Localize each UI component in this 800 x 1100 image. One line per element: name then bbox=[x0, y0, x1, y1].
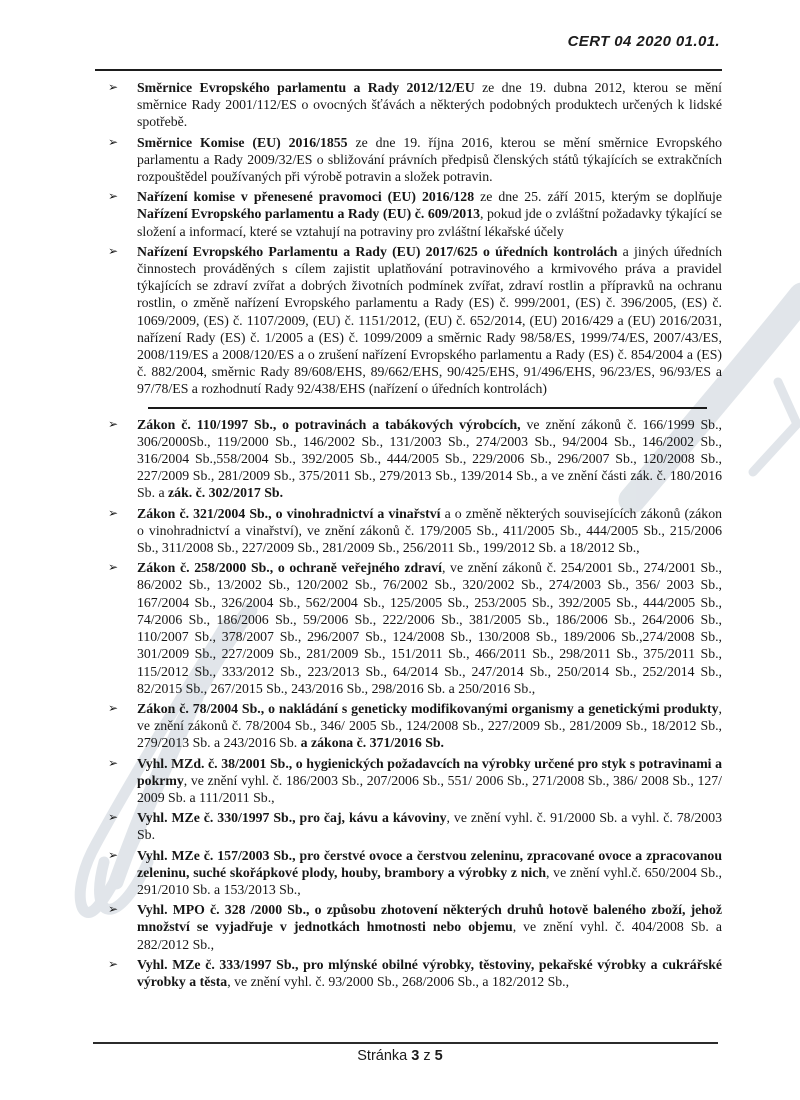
list-item-text: Zákon č. 321/2004 Sb., o vinohradnictví a vinařství a o změně některých souvisejících zákonů (zákon o vinohradnictví a vinařství), ve znění zákonů č. 179/2005 Sb., 411/2005 Sb., 444/2005 Sb., 215/2006 Sb., 311/2008 Sb., 227/2009 Sb., 281/2009 Sb., 256/2011 Sb., 199/2012 Sb. a 18/2012 Sb., bbox=[137, 505, 722, 556]
list-item bbox=[95, 243, 722, 398]
arrow-bullet-icon: ➢ bbox=[108, 416, 119, 431]
arrow-bullet-icon: ➢ bbox=[108, 956, 119, 971]
list-item-text: Zákon č. 78/2004 Sb., o nakládání s geneticky modifikovanými organismy a genetickými produkty, ve znění zákonů č. 78/2004 Sb., 346/ 2005 Sb., 124/2008 Sb., 227/2009 Sb., 281/2009 Sb., 18/2012 Sb., 279/2013 Sb. a 243/2016 Sb. a zákona č. 371/2016 Sb. bbox=[137, 700, 722, 751]
list-item bbox=[95, 847, 722, 899]
czech-laws-list bbox=[95, 416, 722, 991]
list-item bbox=[95, 79, 722, 131]
list-item-text: Vyhl. MZe č. 330/1997 Sb., pro čaj, kávu a kávoviny, ve znění vyhl. č. 91/2000 Sb. a vyhl. č. 78/2003 Sb. bbox=[137, 810, 722, 843]
arrow-bullet-icon: ➢ bbox=[108, 755, 119, 770]
list-item-text: Směrnice Evropského parlamentu a Rady 2012/12/EU ze dne 19. dubna 2012, kterou se mění směrnice Rady 2001/112/ES o ovocných šťávách a některých podobných produktech určených k lidské spotřebě. bbox=[137, 80, 722, 130]
eu-directives-list bbox=[95, 79, 722, 398]
arrow-bullet-icon: ➢ bbox=[108, 902, 119, 917]
arrow-bullet-icon: ➢ bbox=[108, 847, 119, 862]
list-item bbox=[95, 901, 722, 953]
list-item bbox=[95, 809, 722, 843]
footer-rule bbox=[93, 1042, 718, 1044]
arrow-bullet-icon: ➢ bbox=[108, 80, 119, 94]
list-item bbox=[95, 700, 722, 752]
list-item bbox=[95, 559, 722, 697]
arrow-bullet-icon: ➢ bbox=[108, 810, 119, 825]
page-number: Stránka 3 z 5 bbox=[357, 1048, 443, 1064]
lists-container bbox=[95, 79, 722, 993]
list-item-text: Vyhl. MZd. č. 38/2001 Sb., o hygienických požadavcích na výrobky určené pro styk s potravinami a pokrmy, ve znění vyhl. č. 186/2003 Sb., 207/2006 Sb., 551/ 2006 Sb., 271/2008 Sb., 386/ 2008 Sb., 127/ 2009 Sb. a 111/2011 Sb., bbox=[137, 755, 722, 805]
list-item-text: Nařízení Evropského Parlamentu a Rady (EU) 2017/625 o úředních kontrolách a jiných úředních činnostech prováděných s cílem zajistit uplatňování potravinového a krmivového práva a pravidel týkajících se zdraví zvířat a dobrých životních podmínek zvířat, zdraví rostlin a přípravků na ochranu rostlin, o změně nařízení Evropského parlamentu a Rady (ES) č. 999/2001, (ES) č. 396/2005, (ES) č. 1069/2009, (ES) č. 1107/2009, (EU) č. 1151/2012, (EU) č. 652/2014, (EU) 2016/429 a (EU) 2016/2031, nařízení Rady (ES) č. 1/2005 a (ES) č. 1099/2009 a směrnic Rady 98/58/ES, 1999/74/ES, 2007/43/ES, 2008/119/ES a 2008/120/ES a o zrušení nařízení Evropského parlamentu a Rady (ES) č. 854/2004 a (ES) č. 882/2004, směrnic Rady 89/608/EHS, 89/662/EHS, 90/425/EHS, 91/496/EHS, 96/23/ES, 96/93/ES a 97/78/ES a rozhodnutí Rady 92/438/EHS (nařízení o úředních kontrolách) bbox=[137, 243, 722, 397]
arrow-bullet-icon: ➢ bbox=[108, 243, 119, 258]
list-item-text: Směrnice Komise (EU) 2016/1855 ze dne 19. října 2016, kterou se mění směrnice Evropského parlamentu a Rady 2009/32/ES o sbližování právních předpisů členských států týkajících se extrakčních rozpouštědel používaných při výrobě potravin a složek potravin. bbox=[137, 134, 723, 185]
arrow-bullet-icon: ➢ bbox=[108, 560, 119, 575]
list-item-text: Vyhl. MPO č. 328 /2000 Sb., o způsobu zhotovení některých druhů hotově baleného zboží, jehož množství se vyjadřuje v jednotkách hmotnosti nebo objemu, ve znění vyhl. č. 404/2008 Sb. a 282/2012 Sb., bbox=[137, 902, 722, 952]
list-item bbox=[95, 134, 722, 186]
list-item-text: Vyhl. MZe č. 157/2003 Sb., pro čerstvé ovoce a čerstvou zeleninu, zpracované ovoce a zpracovanou zeleninu, suché skořápkové plody, houby, brambory a výrobky z nich, ve znění vyhl.č. 650/2004 Sb., 291/2010 Sb. a 153/2013 Sb., bbox=[137, 847, 722, 897]
list-item bbox=[95, 416, 722, 502]
section-divider bbox=[148, 407, 707, 409]
arrow-bullet-icon: ➢ bbox=[108, 700, 119, 715]
arrow-bullet-icon: ➢ bbox=[108, 505, 119, 520]
list-item bbox=[95, 755, 722, 807]
list-item-text: Zákon č. 258/2000 Sb., o ochraně veřejného zdraví, ve znění zákonů č. 254/2001 Sb., 274/2001 Sb., 86/2002 Sb., 13/2002 Sb., 120/2002 Sb., 76/2002 Sb., 320/2002 Sb., 274/2003 Sb., 356/ 2003 Sb., 167/2004 Sb., 326/2004 Sb., 562/2004 Sb., 125/2005 Sb., 253/2005 Sb., 392/2005 Sb., 444/2005 Sb., 74/2006 Sb., 186/2006 Sb., 59/2006 Sb., 222/2006 Sb., 381/2005 Sb., 186/2006 Sb., 264/2006 Sb., 110/2007 Sb., 378/2007 Sb., 296/2007 Sb., 124/2008 Sb., 130/2008 Sb., 189/2006 Sb.,274/2008 Sb., 301/2009 Sb., 227/2009 Sb., 281/2009 Sb., 151/2011 Sb., 466/2011 Sb., 298/2011 Sb., 375/2011 Sb., 115/2012 Sb., 333/2012 Sb., 223/2013 Sb., 64/2014 Sb., 247/2014 Sb., 250/2014 Sb., 252/2014 Sb., 82/2015 Sb., 267/2015 Sb., 243/2016 Sb., 298/2016 Sb. a 250/2016 Sb., bbox=[137, 560, 722, 696]
header-rule bbox=[95, 69, 722, 71]
list-item-text: Zákon č. 110/1997 Sb., o potravinách a tabákových výrobcích, ve znění zákonů č. 166/1999 Sb., 306/2000Sb., 119/2000 Sb., 146/2002 Sb., 131/2003 Sb., 274/2003 Sb., 94/2004 Sb., 146/2002 Sb., 316/2004 Sb.,558/2004 Sb., 392/2005 Sb., 444/2005 Sb., 229/2006 Sb., 296/2007 Sb., 120/2008 Sb., 227/2009 Sb., 281/2009 Sb., 375/2011 Sb., 279/2013 Sb., 139/2014 Sb., a ve znění části zák. č. 180/2016 Sb. a zák. č. 302/2017 Sb. bbox=[137, 416, 722, 501]
list-item-text: Nařízení komise v přenesené pravomoci (EU) 2016/128 ze dne 25. září 2015, kterým se doplňuje Nařízení Evropského parlamentu a Rady (EU) č. 609/2013, pokud jde o zvláštní požadavky týkající se složení a informací, které se vztahují na potraviny pro zvláštní lékařské účely bbox=[137, 189, 723, 239]
list-item bbox=[95, 956, 722, 990]
arrow-bullet-icon: ➢ bbox=[108, 189, 119, 204]
document-code: CERT 04 2020 01.01. bbox=[567, 33, 720, 50]
arrow-bullet-icon: ➢ bbox=[108, 134, 119, 149]
list-item bbox=[95, 505, 722, 557]
list-item-text: Vyhl. MZe č. 333/1997 Sb., pro mlýnské obilné výrobky, těstoviny, pekařské výrobky a cukrářské výrobky a těsta, ve znění vyhl. č. 93/2000 Sb., 268/2006 Sb., a 182/2012 Sb., bbox=[137, 956, 722, 989]
list-item bbox=[95, 188, 722, 240]
